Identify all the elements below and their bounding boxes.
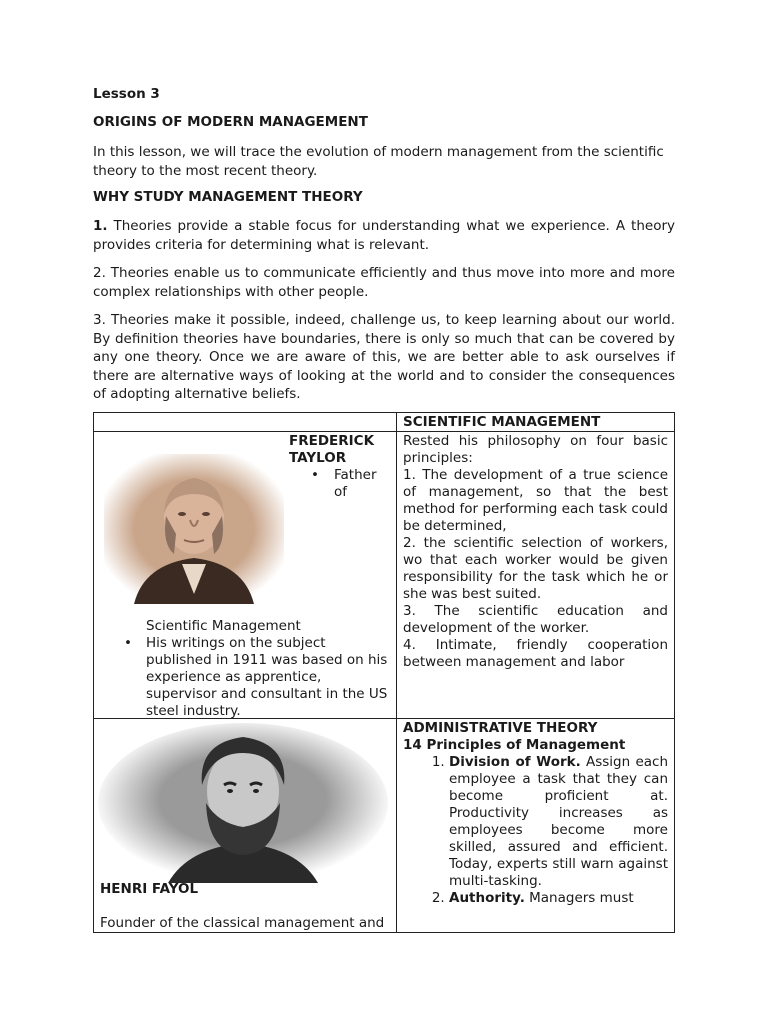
table-row [94,413,675,432]
principle-text: Assign each employee a task that they can become proficient at. Productivity increases as employees become more skilled, assured and efficient. Today, experts still warn against multi-tasking. [449,754,668,889]
reason-number: 1. [93,218,108,234]
bullet-text: His writings on the subject published in 1911 was based on his experience as apprentice, supervisor and consultant in the US steel industry. [146,635,388,719]
taylor-cell [94,432,397,719]
bullet-icon: • [311,467,319,483]
reason-1 [93,217,675,254]
principle-term: Authority. [449,890,525,906]
theories-table [93,412,675,933]
fayol-name: HENRI FAYOL [100,881,199,897]
principle-item: 2. the scientific selection of workers, wo that each worker would be given responsibility for the task which he or she was best suited. [403,535,668,602]
taylor-name-line1: FREDERICK [289,433,375,449]
bullet-icon: • [124,635,132,651]
page-title: ORIGINS OF MODERN MANAGEMENT [93,114,368,130]
principle-item: 4. Intimate, friendly cooperation between management and labor [403,637,668,670]
principle-item: 1. The development of a true science of management, so that the best method for performing each task could be determined, [403,467,668,534]
principle-term: Division of Work. [449,754,581,770]
taylor-name-line2: TAYLOR [289,450,347,466]
principles-list [403,754,668,907]
reason-number: 3. [93,312,106,328]
intro-paragraph: In this lesson, we will trace the evolution of modern management from the scientific theory to the most recent theory. [93,144,664,179]
taylor-name [289,433,374,467]
principle-text: Managers must [524,890,634,906]
list-item [449,754,668,890]
reason-text: Theories enable us to communicate efficiently and thus move into more and more complex relationships with other people. [93,265,675,300]
reason-2 [93,264,675,301]
administrative-body [397,719,675,933]
taylor-bullet-2-block [124,618,391,720]
taylor-bullet-1 [311,467,377,501]
list-item [449,890,668,907]
fayol-cell [94,719,397,933]
reason-text: Theories provide a stable focus for understanding what we experience. A theory provides criteria for determining what is relevant. [93,218,675,253]
admin-subheader: 14 Principles of Management [403,737,626,753]
principles-intro: Rested his philosophy on four basic principles: [403,433,668,466]
table-row [94,719,675,933]
admin-header: ADMINISTRATIVE THEORY [403,720,598,736]
bullet-text: of [334,484,348,500]
table-cell-empty [94,413,397,432]
section-heading: WHY STUDY MANAGEMENT THEORY [93,189,363,205]
reason-3 [93,311,675,404]
table-row [94,432,675,719]
scientific-body [397,432,675,719]
bullet-text: Father [334,467,377,483]
fayol-desc: Founder of the classical management and [100,915,385,931]
principle-item: 3. The scientific education and development of the worker. [403,603,668,636]
bullet-text-continued: Scientific Management [146,618,301,634]
fayol-portrait [98,723,388,883]
taylor-portrait [104,454,284,604]
reason-text: Theories make it possible, indeed, challenge us, to keep learning about our world. By definition theories have boundaries, there is only so much that can be covered by any one theory. Once we are aware of this, we are better able to ask ourselves if there are alternative ways of looking at the world and to consider the consequences of adopting alternative beliefs. [93,312,675,402]
scientific-header: SCIENTIFIC MANAGEMENT [397,413,675,432]
reason-number: 2. [93,265,106,281]
lesson-label: Lesson 3 [93,86,160,102]
